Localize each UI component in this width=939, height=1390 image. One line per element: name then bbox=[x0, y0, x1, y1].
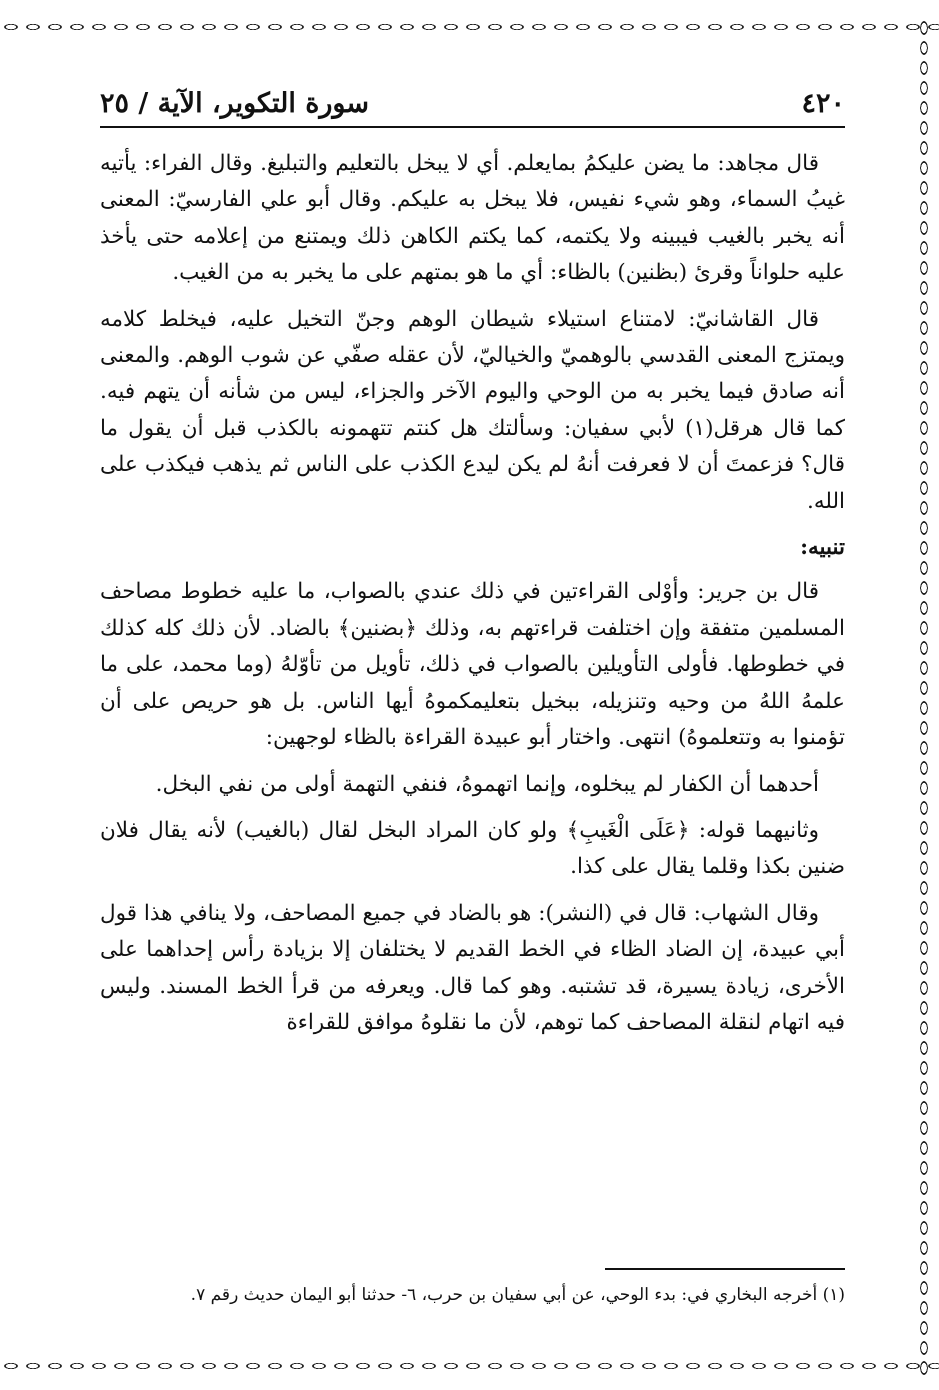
footnote: (١) أخرجه البخاري في: بدء الوحي، عن أبي سفيان بن حرب، ٦- حدثنا أبو اليمان حديث رقم ٧. bbox=[190, 1285, 845, 1305]
decorative-border-bottom bbox=[0, 1357, 939, 1375]
header-rule bbox=[100, 126, 845, 128]
paragraph: أحدهما أن الكفار لم يبخلوه، وإنما اتهموهُ، فنفي التهمة أولى من نفي البخل. bbox=[155, 771, 819, 797]
paragraph: قال بن جرير: وأوْلى القراءتين في ذلك عندي بالصواب، ما عليه خطوط مصاحف المسلمين متفقة وإن اختلفت قراءتهم به، وذلك ﴿بضنين﴾ بالضاد. لأن ذلك كله كذلك في خطوطها. فأولى التأويلين بالصواب في ذلك، تأويل من تأوّلهُ (وما محمد، على ما علمهُ اللهُ من وحيه وتنزيله، ببخيل بتعليمكموهُ أيها الناس. بل هو حريص على أن تؤمنوا به وتتعلموهُ) انتهى. واختار أبو عبيدة القراءة بالظاء لوجهين: bbox=[100, 579, 845, 751]
running-title: سورة التكوير، الآية / ٢٥ bbox=[100, 87, 369, 119]
decorative-border-right bbox=[917, 18, 931, 1375]
section-heading: تنبيه: bbox=[800, 535, 845, 561]
paragraph: قال القاشانيّ: لامتناع استيلاء شيطان الوهم وجنّ التخيل عليه، فيخلط كلامه ويمتزج المعنى القدسي بالوهميّ والخياليّ، لأن عقله صفّي عن شوب الوهم. والمعنى أنه صادق فيما يخبر به من الوحي واليوم الآخر والجزاء، ليس من شأنه أن يتهم فيه. كما قال هرقل(١) لأبي سفيان: وسألتك هل كنتم تتهمونه بالكذب قبل أن يقول ما قال؟ فزعمتَ أن لا فعرفت أنهُ لم يكن ليدع الكذب على الناس ثم يذهب فيكذب على الله. bbox=[100, 306, 845, 514]
paragraph: وثانيهما قوله: ﴿عَلَى الْغَيبِ﴾ ولو كان المراد البخل لقال (بالغيب) لأنه يقال فلان ضنين بكذا وقلما يقال على كذا. bbox=[100, 817, 845, 880]
paragraph: قال مجاهد: ما يضن عليكمُ بمايعلم. أي لا يبخل بالتعليم والتبليغ. وقال الفراء: يأتيه غيبُ السماء، وهو شيء نفيس، فلا يبخل به عليكم. وقال أبو علي الفارسيّ: المعنى أنه يخبر بالغيب فيبينه ولا يكتمه، كما يكتم الكاهن ذلك ويمتنع من إعلامه حتى يأخذ عليه حلواناً وقرئ (بظنين) بالظاء: أي ما هو بمتهم على ما يخبر به من الغيب. bbox=[100, 151, 845, 286]
footnote-rule bbox=[605, 1268, 845, 1270]
decorative-border-top bbox=[0, 18, 939, 36]
page-header bbox=[100, 78, 845, 128]
paragraph: وقال الشهاب: قال في (النشر): هو بالضاد في جميع المصاحف، ولا ينافي هذا قول أبي عبيدة، إن الضاد الظاء في الخط القديم لا يختلفان إلا بزيادة رأس إحداهما على الأخرى، زيادة يسيرة، قد تشتبه. وهو كما قال. ويعرفه من قرأ الخط المسند. وليس فيه اتهام لنقلة المصاحف كما توهم، لأن ما نقلوهُ موافق للقراءة bbox=[100, 900, 845, 1035]
page-body bbox=[100, 146, 845, 1047]
page-number: ٤٢٠ bbox=[801, 87, 845, 119]
